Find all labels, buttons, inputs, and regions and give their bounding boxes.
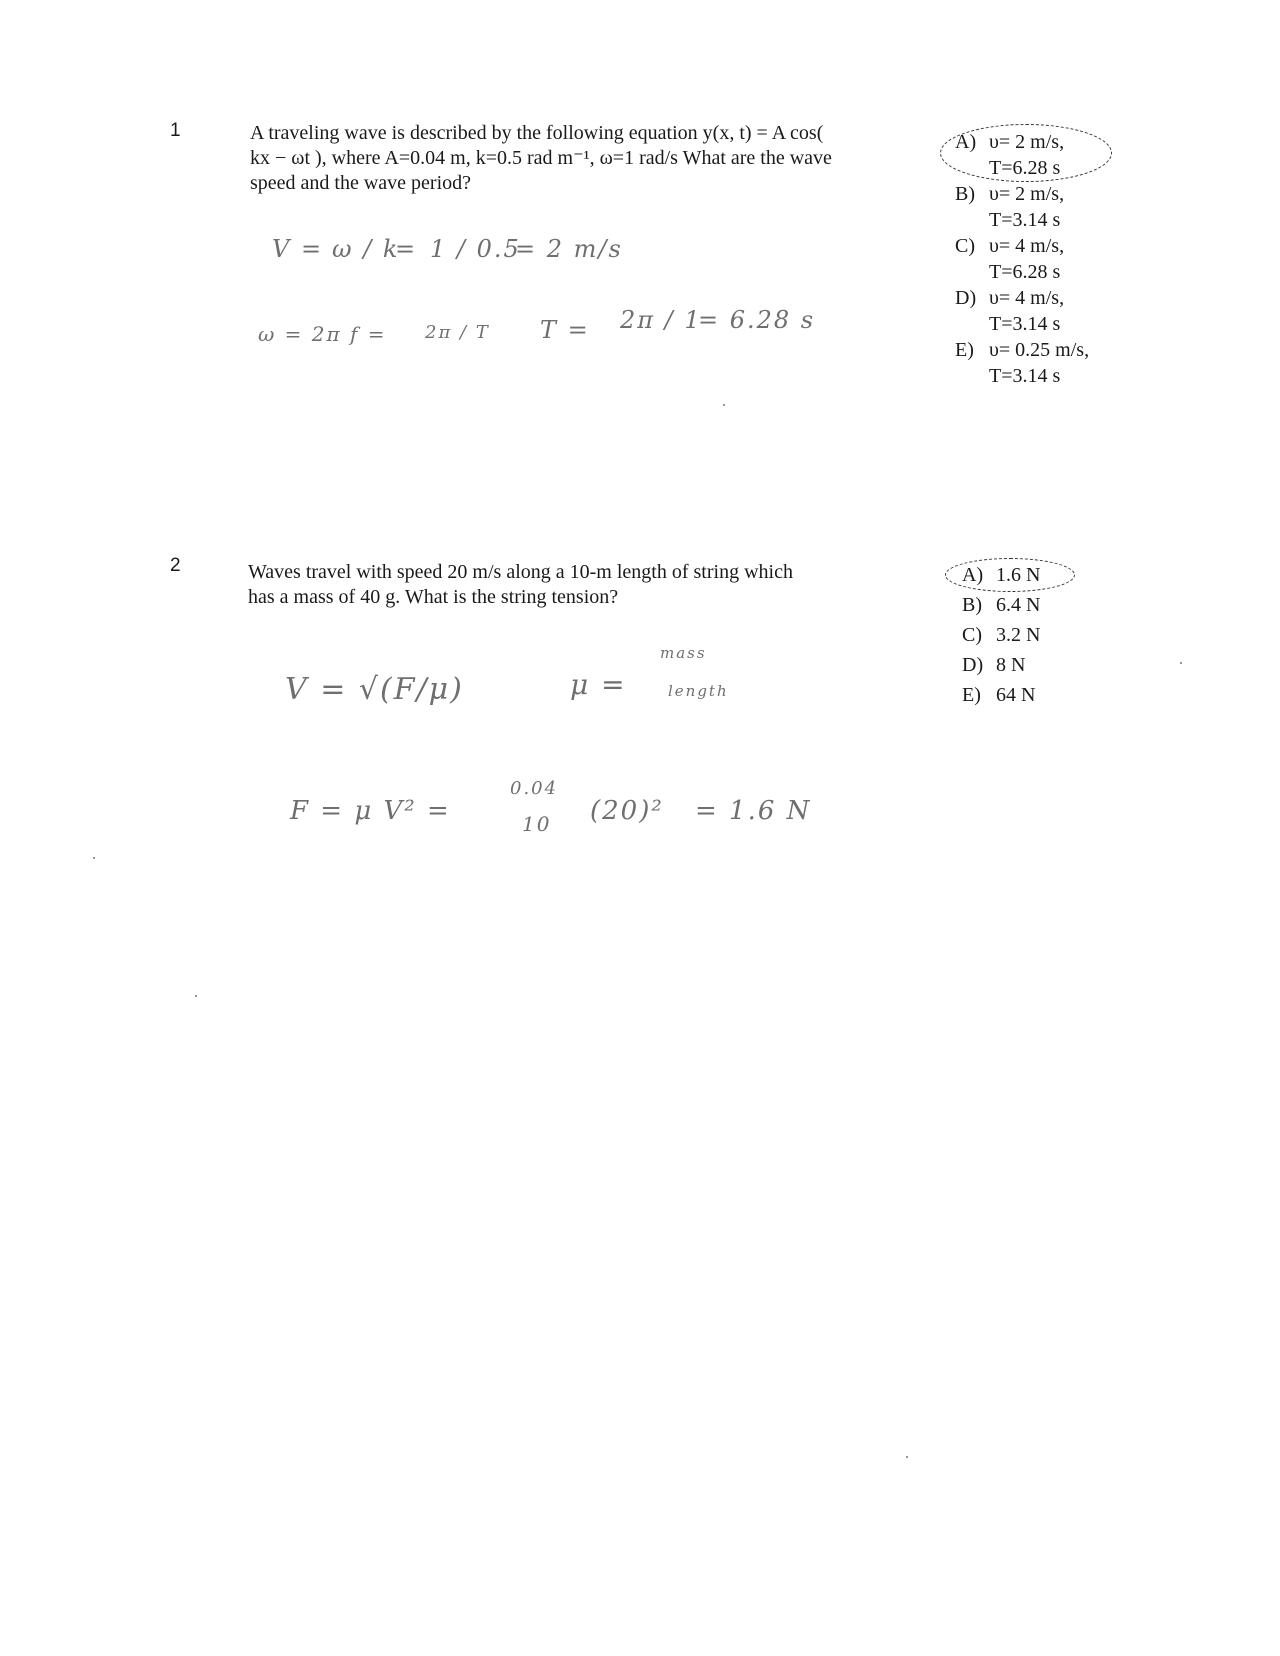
- handwriting-omega-eq: ω = 2π f =: [258, 322, 387, 346]
- handwriting-equals: =: [395, 235, 418, 263]
- handwriting-omega-over-k: ω / k: [332, 235, 400, 263]
- choice-text: 64 N: [996, 684, 1036, 706]
- choice-letter: E): [955, 339, 974, 361]
- handwriting-result-v: = 2 m/s: [515, 235, 623, 263]
- choice-letter: D): [955, 287, 977, 309]
- handwriting-mass: mass: [660, 644, 707, 662]
- scan-speck: [93, 857, 95, 859]
- choice-text: 6.4 N: [996, 594, 1041, 616]
- scan-speck: [1180, 662, 1182, 664]
- handwriting-v-eq: V =: [272, 235, 324, 263]
- choice-b[interactable]: [962, 590, 1040, 620]
- choice-text: υ= 4 m/s,: [989, 235, 1065, 257]
- scan-speck: [723, 404, 725, 406]
- handwriting-mu-eq: μ =: [570, 668, 627, 701]
- handwriting-mass-value: 0.04: [510, 778, 559, 799]
- question-number-2: 2: [170, 555, 181, 576]
- choice-text-cont: T=3.14 s: [989, 365, 1061, 387]
- question-number-1: 1: [170, 120, 181, 141]
- choice-letter: C): [962, 624, 982, 646]
- choice-text: υ= 2 m/s,: [989, 183, 1065, 205]
- choice-text: υ= 2 m/s,: [989, 131, 1065, 153]
- choice-e[interactable]: [962, 680, 1040, 710]
- choice-letter: C): [955, 235, 975, 257]
- choice-letter: A): [962, 564, 984, 586]
- choice-text-cont: T=3.14 s: [989, 209, 1061, 231]
- choice-text: υ= 0.25 m/s,: [989, 339, 1090, 361]
- choice-letter: B): [962, 594, 982, 616]
- choice-d[interactable]: [955, 285, 1089, 337]
- choice-text: 3.2 N: [996, 624, 1041, 646]
- stem-line: Waves travel with speed 20 m/s along a 10-m length of string which: [248, 561, 793, 583]
- stem-line: kx − ωt ), where A=0.04 m, k=0.5 rad m⁻¹, ω=1 rad/s What are the wave: [250, 147, 832, 169]
- stem-line: speed and the wave period?: [250, 172, 472, 194]
- handwriting-two-pi-over-one: 2π / 1: [620, 306, 702, 334]
- choice-letter: E): [962, 684, 981, 706]
- choice-text: 8 N: [996, 654, 1026, 676]
- question-2-stem: [248, 560, 898, 610]
- choice-letter: A): [955, 131, 977, 153]
- choice-e[interactable]: [955, 337, 1089, 389]
- choice-text-cont: T=3.14 s: [989, 313, 1061, 335]
- choice-d[interactable]: [962, 650, 1040, 680]
- choice-text: 1.6 N: [996, 564, 1041, 586]
- handwriting-result-f: = 1.6 N: [695, 796, 812, 826]
- handwriting-v-formula: V = √(F/μ): [285, 672, 464, 707]
- choice-text-cont: T=6.28 s: [989, 157, 1061, 179]
- handwriting-speed-squared: (20)²: [590, 796, 664, 826]
- stem-line: A traveling wave is described by the following equation y(x, t) = A cos(: [250, 122, 824, 144]
- handwriting-result-t: = 6.28 s: [698, 306, 816, 334]
- handwriting-length-value: 10: [522, 812, 552, 836]
- choice-c[interactable]: [962, 620, 1040, 650]
- choice-b[interactable]: [955, 181, 1089, 233]
- choice-text-cont: T=6.28 s: [989, 261, 1061, 283]
- stem-line: has a mass of 40 g. What is the string tension?: [248, 586, 619, 608]
- scan-speck: [906, 1456, 908, 1458]
- handwriting-one-over-half: 1 / 0.5: [430, 235, 521, 263]
- choice-letter: D): [962, 654, 984, 676]
- choice-c[interactable]: [955, 233, 1089, 285]
- handwriting-length: length: [668, 682, 729, 700]
- answer-circle: [945, 558, 1075, 592]
- handwriting-t-eq: T =: [540, 316, 590, 344]
- question-1-stem: [250, 121, 920, 196]
- scan-speck: [195, 995, 197, 997]
- handwriting-two-pi-over-t: 2π / T: [425, 322, 490, 343]
- choice-text: υ= 4 m/s,: [989, 287, 1065, 309]
- handwriting-f-eq: F = μ V² =: [290, 796, 451, 826]
- answer-circle: [940, 124, 1112, 182]
- choice-letter: B): [955, 183, 975, 205]
